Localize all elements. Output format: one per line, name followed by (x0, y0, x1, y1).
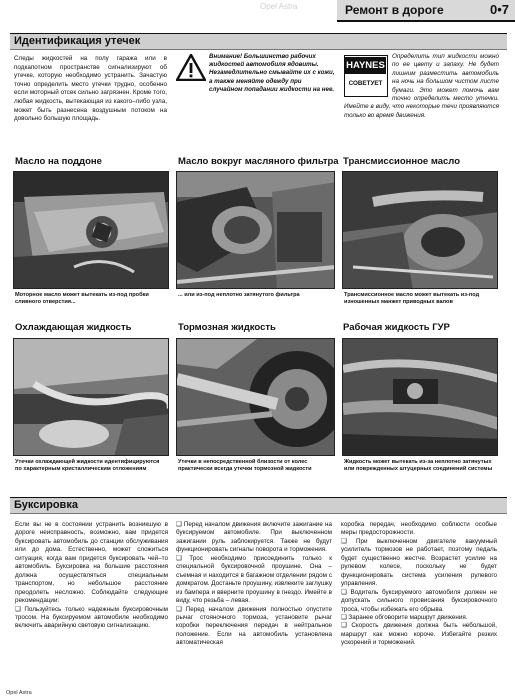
towing-paragraph: коробка передач, необходимо соблюсти особые меры предосторожности. (341, 521, 497, 537)
page-footer: Opel Astra (6, 690, 32, 696)
page-number: 0•7 (489, 2, 509, 17)
warning-box (176, 53, 336, 109)
photo-caption: Моторное масло может вытекать из-под пробки сливного отверстия... (15, 292, 149, 306)
towing-column-3 (341, 521, 497, 648)
towing-column-1 (15, 521, 168, 631)
towing-paragraph: ❑ Заранее обговорите маршрут движения. (341, 613, 468, 621)
photo-oil-filter (176, 171, 335, 289)
header-watermark: Opel Astra (260, 2, 298, 11)
towing-paragraph: Если вы не в состоянии устранить возникшую в дороге неисправность, возможно, вам придется буксировать автомобиль до станции обслуживания или до дома. Естественно, может сложиться ситуация, когда вам придется буксировать чей–то автомобиль. Буксировка на большие расстояния должна осуществляться специальным транспортом, но небольшое расстояние преодолеть несложно. Соблюдайте следующие рекомендации: (15, 521, 168, 605)
photo-oil-sump (13, 171, 169, 289)
leak-intro-paragraph: Следы жидкостей на полу гаража или в подкапотном пространстве сигнализируют об утечке, которую необходимо устранить. Зачастую точно определить место утечки трудно, особенно если моторный отсек сильно загрязнен. Кроме того, любая жидкость, вытекающая из какого–либо узла, может быть разнесена воздушным потоком на довольно большую площадь. (14, 55, 167, 123)
haynes-tip-box (344, 53, 499, 145)
photo-title: Охлаждающая жидкость (15, 322, 132, 333)
photo-caption: Утечки в непосредственной близости от колес практически всегда утечки тормозной жидкости (178, 459, 312, 473)
header-section-title: Ремонт в дороге (345, 3, 444, 17)
haynes-logo-bottom: СОВЕТУЕТ (348, 80, 383, 87)
photo-brake-fluid (176, 338, 335, 456)
towing-paragraph: ❑ Пользуйтесь только надежным буксировочным тросом. На буксируемом автомобиле необходимо включить аварийную световую сигнализацию. (15, 605, 168, 630)
photo-caption: Утечки охлаждающей жидкости идентифицируются по характерным кристаллическим отложениям (15, 459, 160, 473)
towing-paragraph: ❑ Перед началом движения полностью опустите рычаг стояночного тормоза, установите рычаг коробки переключения передач в нейтральное положение. Если на автомобиль установлена автоматическая (176, 605, 332, 647)
section-title-leaks: Идентификация утечек (14, 35, 141, 47)
section-title-towing: Буксировка (14, 499, 78, 511)
warning-text: Внимание! Большинство рабочих жидкостей автомобиля ядовиты. Незамедлительно смывайте их с кожи, а также меняйте одежду при случайном попадании жидкости на нее. (209, 53, 335, 93)
photo-power-steering-fluid (342, 338, 498, 456)
photo-title: Масло вокруг масляного фильтра (178, 156, 339, 167)
page-header (0, 0, 515, 22)
photo-coolant (13, 338, 169, 456)
section-header-leaks (10, 33, 507, 50)
haynes-logo-top: HAYNES (345, 57, 386, 74)
photo-title: Масло на поддоне (15, 156, 102, 167)
photo-title: Трансмиссионное масло (343, 156, 461, 167)
warning-triangle-icon (176, 54, 206, 81)
towing-column-2 (176, 521, 332, 648)
section-header-towing (10, 497, 507, 514)
photo-caption: Трансмиссионное масло может вытекать из-под изношенных манжет приводных валов (344, 292, 480, 306)
towing-paragraph: ❑ Трос необходимо присоединить только к специальной буксировочной проушине. Она – съемная и находится в багажном отделении рядом с домкратом. Достаньте проушину, извлеките заглушку из бампера и вверните проушину в гнездо. Имейте в виду, что резьба – левая. (176, 554, 332, 605)
photo-caption: Жидкость может вытекать из-за неплотно затянутых или поврежденных штуцерных соединений системы (344, 459, 493, 473)
photo-title: Тормозная жидкость (178, 322, 276, 333)
towing-paragraph: ❑ При выключенном двигателе вакуумный усилитель тормозов не работает, поэтому педаль будет существенно жестче. Возрастет усилие на рулевом колесе, поскольку не будет функционировать система усиления рулевого управления. (341, 537, 497, 588)
header-tab (337, 0, 515, 22)
towing-paragraph: ❑ Водитель буксируемого автомобиля должен не допускать сильного провисания буксировочного троса, чтобы избежать его обрыва. (341, 588, 497, 613)
towing-paragraph: ❑ Перед началом движения включите зажигание на буксируемом автомобиле. При выключенном зажигании руль заблокируется. Также не будут функционировать сигналы поворота и торможения. (176, 521, 332, 554)
towing-paragraph: ❑ Скорость движения должна быть небольшой, маршрут как можно короче. Избегайте резких ускорений и торможений. (341, 622, 497, 647)
photo-caption: ... или из-под неплотно затянутого фильтра (178, 292, 300, 298)
photo-title: Рабочая жидкость ГУР (343, 322, 450, 333)
photo-transmission-oil (342, 171, 498, 289)
haynes-tip-content: Определить тип жидкости можно по ее цвету и запаху. Не будет лишним разместить автомобиль на ночь на большом чистом листе бумаги. Это может помочь вам точно определить место утечки. Имейте в виду, что некоторые течи проявляются только во время движения. (344, 53, 499, 119)
haynes-tip-text (344, 53, 499, 120)
